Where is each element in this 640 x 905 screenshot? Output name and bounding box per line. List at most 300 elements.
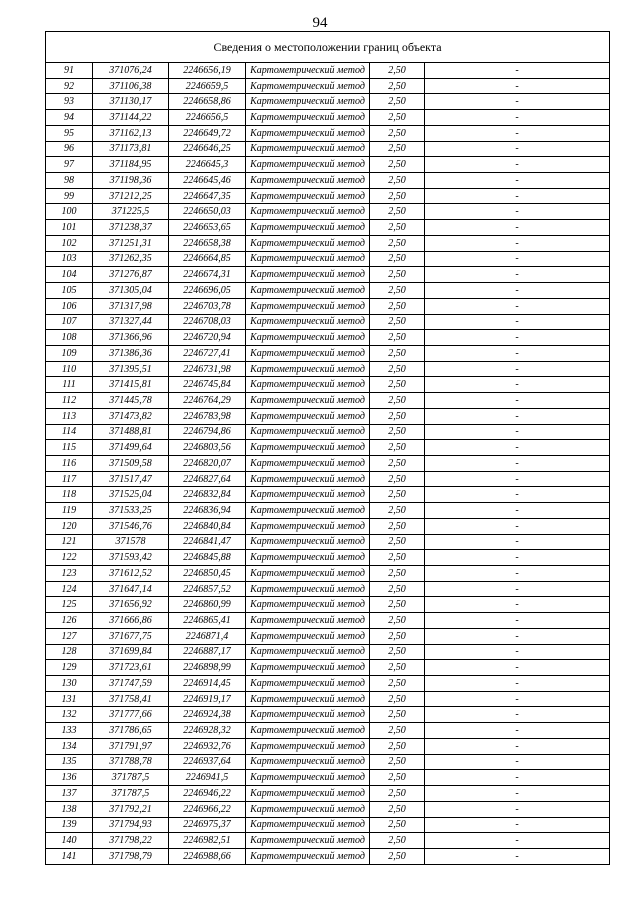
- determination-method-cell: Картометрический метод: [246, 707, 370, 723]
- table-row: [46, 440, 610, 456]
- determination-method-cell: Картометрический метод: [246, 440, 370, 456]
- coordinate-x-cell: 371212,25: [93, 188, 169, 204]
- description-cell: -: [425, 455, 610, 471]
- coordinate-y-cell: 2246696,05: [169, 283, 246, 299]
- description-cell: -: [425, 676, 610, 692]
- description-cell: -: [425, 330, 610, 346]
- table-row: [46, 204, 610, 220]
- point-number-cell: 126: [46, 613, 93, 629]
- coordinate-y-cell: 2246727,41: [169, 345, 246, 361]
- coordinate-x-cell: 371499,64: [93, 440, 169, 456]
- accuracy-cell: 2,50: [370, 393, 425, 409]
- point-number-cell: 130: [46, 676, 93, 692]
- coordinate-x-cell: 371251,31: [93, 235, 169, 251]
- table-row: [46, 157, 610, 173]
- coordinate-x-cell: 371525,04: [93, 487, 169, 503]
- coordinate-y-cell: 2246720,94: [169, 330, 246, 346]
- point-number-cell: 112: [46, 393, 93, 409]
- accuracy-cell: 2,50: [370, 518, 425, 534]
- accuracy-cell: 2,50: [370, 550, 425, 566]
- coordinate-y-cell: 2246659,5: [169, 78, 246, 94]
- table-row: [46, 94, 610, 110]
- point-number-cell: 141: [46, 848, 93, 864]
- determination-method-cell: Картометрический метод: [246, 738, 370, 754]
- determination-method-cell: Картометрический метод: [246, 754, 370, 770]
- table-row: [46, 817, 610, 833]
- determination-method-cell: Картометрический метод: [246, 141, 370, 157]
- point-number-cell: 124: [46, 581, 93, 597]
- point-number-cell: 95: [46, 125, 93, 141]
- accuracy-cell: 2,50: [370, 848, 425, 864]
- table-row: [46, 330, 610, 346]
- point-number-cell: 93: [46, 94, 93, 110]
- point-number-cell: 120: [46, 518, 93, 534]
- coordinate-y-cell: 2246836,94: [169, 503, 246, 519]
- description-cell: -: [425, 204, 610, 220]
- determination-method-cell: Картометрический метод: [246, 78, 370, 94]
- coordinate-x-cell: 371787,5: [93, 786, 169, 802]
- determination-method-cell: Картометрический метод: [246, 94, 370, 110]
- coordinate-x-cell: 371791,97: [93, 738, 169, 754]
- description-cell: -: [425, 125, 610, 141]
- description-cell: -: [425, 173, 610, 189]
- accuracy-cell: 2,50: [370, 314, 425, 330]
- coordinate-x-cell: 371798,22: [93, 833, 169, 849]
- determination-method-cell: Картометрический метод: [246, 691, 370, 707]
- determination-method-cell: Картометрический метод: [246, 581, 370, 597]
- coordinate-x-cell: 371144,22: [93, 110, 169, 126]
- coordinate-x-cell: 371488,81: [93, 424, 169, 440]
- table-row: [46, 188, 610, 204]
- page-number: 94: [312, 15, 328, 31]
- determination-method-cell: Картометрический метод: [246, 345, 370, 361]
- determination-method-cell: Картометрический метод: [246, 283, 370, 299]
- table-row: [46, 298, 610, 314]
- accuracy-cell: 2,50: [370, 597, 425, 613]
- description-cell: -: [425, 833, 610, 849]
- coordinate-y-cell: 2246803,56: [169, 440, 246, 456]
- table-row: [46, 251, 610, 267]
- point-number-cell: 109: [46, 345, 93, 361]
- point-number-cell: 111: [46, 377, 93, 393]
- description-cell: -: [425, 408, 610, 424]
- coordinate-x-cell: 371699,84: [93, 644, 169, 660]
- accuracy-cell: 2,50: [370, 251, 425, 267]
- description-cell: -: [425, 110, 610, 126]
- description-cell: -: [425, 534, 610, 550]
- determination-method-cell: Картометрический метод: [246, 786, 370, 802]
- description-cell: -: [425, 644, 610, 660]
- point-number-cell: 110: [46, 361, 93, 377]
- determination-method-cell: Картометрический метод: [246, 204, 370, 220]
- coordinate-x-cell: 371276,87: [93, 267, 169, 283]
- description-cell: -: [425, 487, 610, 503]
- determination-method-cell: Картометрический метод: [246, 125, 370, 141]
- point-number-cell: 107: [46, 314, 93, 330]
- description-cell: -: [425, 503, 610, 519]
- coordinate-x-cell: 371593,42: [93, 550, 169, 566]
- coordinate-x-cell: 371546,76: [93, 518, 169, 534]
- coordinate-x-cell: 371415,81: [93, 377, 169, 393]
- accuracy-cell: 2,50: [370, 125, 425, 141]
- table-row: [46, 393, 610, 409]
- accuracy-cell: 2,50: [370, 345, 425, 361]
- table-row: [46, 267, 610, 283]
- description-cell: -: [425, 754, 610, 770]
- coordinate-x-cell: 371677,75: [93, 628, 169, 644]
- determination-method-cell: Картометрический метод: [246, 188, 370, 204]
- table-row: [46, 110, 610, 126]
- table-row: [46, 770, 610, 786]
- table-row: [46, 345, 610, 361]
- determination-method-cell: Картометрический метод: [246, 534, 370, 550]
- description-cell: -: [425, 345, 610, 361]
- table-row: [46, 676, 610, 692]
- accuracy-cell: 2,50: [370, 471, 425, 487]
- accuracy-cell: 2,50: [370, 801, 425, 817]
- point-number-cell: 135: [46, 754, 93, 770]
- coordinate-y-cell: 2246656,5: [169, 110, 246, 126]
- coordinate-y-cell: 2246941,5: [169, 770, 246, 786]
- coordinate-y-cell: 2246845,88: [169, 550, 246, 566]
- coordinate-x-cell: 371366,96: [93, 330, 169, 346]
- coordinate-y-cell: 2246649,72: [169, 125, 246, 141]
- accuracy-cell: 2,50: [370, 330, 425, 346]
- point-number-cell: 105: [46, 283, 93, 299]
- determination-method-cell: Картометрический метод: [246, 220, 370, 236]
- description-cell: -: [425, 251, 610, 267]
- table-row: [46, 628, 610, 644]
- coordinate-x-cell: 371723,61: [93, 660, 169, 676]
- coordinate-y-cell: 2246708,03: [169, 314, 246, 330]
- accuracy-cell: 2,50: [370, 628, 425, 644]
- point-number-cell: 100: [46, 204, 93, 220]
- description-cell: -: [425, 471, 610, 487]
- table-row: [46, 63, 610, 79]
- coordinate-x-cell: 371656,92: [93, 597, 169, 613]
- description-cell: -: [425, 550, 610, 566]
- description-cell: -: [425, 660, 610, 676]
- determination-method-cell: Картометрический метод: [246, 157, 370, 173]
- coordinate-y-cell: 2246924,38: [169, 707, 246, 723]
- determination-method-cell: Картометрический метод: [246, 487, 370, 503]
- coordinate-x-cell: 371395,51: [93, 361, 169, 377]
- description-cell: -: [425, 283, 610, 299]
- coordinate-y-cell: 2246646,25: [169, 141, 246, 157]
- accuracy-cell: 2,50: [370, 141, 425, 157]
- description-cell: -: [425, 707, 610, 723]
- description-cell: -: [425, 440, 610, 456]
- point-number-cell: 91: [46, 63, 93, 79]
- accuracy-cell: 2,50: [370, 298, 425, 314]
- determination-method-cell: Картометрический метод: [246, 597, 370, 613]
- coordinate-y-cell: 2246919,17: [169, 691, 246, 707]
- coordinate-y-cell: 2246832,84: [169, 487, 246, 503]
- table-row: [46, 833, 610, 849]
- coordinate-x-cell: 371758,41: [93, 691, 169, 707]
- coordinate-x-cell: 371578: [93, 534, 169, 550]
- coordinate-x-cell: 371786,65: [93, 723, 169, 739]
- accuracy-cell: 2,50: [370, 94, 425, 110]
- table-row: [46, 235, 610, 251]
- description-cell: -: [425, 613, 610, 629]
- description-cell: -: [425, 220, 610, 236]
- description-cell: -: [425, 597, 610, 613]
- point-number-cell: 134: [46, 738, 93, 754]
- description-cell: -: [425, 518, 610, 534]
- coordinate-x-cell: 371305,04: [93, 283, 169, 299]
- coordinate-y-cell: 2246966,22: [169, 801, 246, 817]
- description-cell: -: [425, 298, 610, 314]
- table-row: [46, 550, 610, 566]
- table-title-row: [46, 32, 610, 63]
- point-number-cell: 114: [46, 424, 93, 440]
- determination-method-cell: Картометрический метод: [246, 455, 370, 471]
- coordinate-y-cell: 2246650,03: [169, 204, 246, 220]
- point-number-cell: 129: [46, 660, 93, 676]
- table-row: [46, 220, 610, 236]
- description-cell: -: [425, 566, 610, 582]
- table-row: [46, 424, 610, 440]
- accuracy-cell: 2,50: [370, 283, 425, 299]
- point-number-cell: 113: [46, 408, 93, 424]
- coordinate-x-cell: 371666,86: [93, 613, 169, 629]
- coordinate-x-cell: 371473,82: [93, 408, 169, 424]
- coordinate-x-cell: 371173,81: [93, 141, 169, 157]
- point-number-cell: 115: [46, 440, 93, 456]
- description-cell: -: [425, 78, 610, 94]
- table-row: [46, 786, 610, 802]
- point-number-cell: 140: [46, 833, 93, 849]
- accuracy-cell: 2,50: [370, 63, 425, 79]
- accuracy-cell: 2,50: [370, 173, 425, 189]
- determination-method-cell: Картометрический метод: [246, 377, 370, 393]
- coordinate-y-cell: 2246982,51: [169, 833, 246, 849]
- determination-method-cell: Картометрический метод: [246, 518, 370, 534]
- coordinate-x-cell: 371238,37: [93, 220, 169, 236]
- table-row: [46, 723, 610, 739]
- accuracy-cell: 2,50: [370, 786, 425, 802]
- description-cell: -: [425, 738, 610, 754]
- determination-method-cell: Картометрический метод: [246, 801, 370, 817]
- table-row: [46, 173, 610, 189]
- determination-method-cell: Картометрический метод: [246, 550, 370, 566]
- accuracy-cell: 2,50: [370, 424, 425, 440]
- determination-method-cell: Картометрический метод: [246, 330, 370, 346]
- coordinate-x-cell: 371386,36: [93, 345, 169, 361]
- point-number-cell: 117: [46, 471, 93, 487]
- coordinate-x-cell: 371747,59: [93, 676, 169, 692]
- determination-method-cell: Картометрический метод: [246, 267, 370, 283]
- description-cell: -: [425, 817, 610, 833]
- point-number-cell: 102: [46, 235, 93, 251]
- description-cell: -: [425, 361, 610, 377]
- coordinate-y-cell: 2246887,17: [169, 644, 246, 660]
- accuracy-cell: 2,50: [370, 833, 425, 849]
- point-number-cell: 103: [46, 251, 93, 267]
- coordinate-x-cell: 371509,58: [93, 455, 169, 471]
- point-number-cell: 136: [46, 770, 93, 786]
- coordinate-y-cell: 2246783,98: [169, 408, 246, 424]
- determination-method-cell: Картометрический метод: [246, 424, 370, 440]
- accuracy-cell: 2,50: [370, 377, 425, 393]
- accuracy-cell: 2,50: [370, 408, 425, 424]
- description-cell: -: [425, 141, 610, 157]
- point-number-cell: 139: [46, 817, 93, 833]
- table-row: [46, 613, 610, 629]
- description-cell: -: [425, 157, 610, 173]
- point-number-cell: 131: [46, 691, 93, 707]
- coordinate-x-cell: 371225,5: [93, 204, 169, 220]
- coordinate-y-cell: 2246658,38: [169, 235, 246, 251]
- description-cell: -: [425, 628, 610, 644]
- point-number-cell: 104: [46, 267, 93, 283]
- point-number-cell: 128: [46, 644, 93, 660]
- coordinate-y-cell: 2246988,66: [169, 848, 246, 864]
- coordinate-y-cell: 2246898,99: [169, 660, 246, 676]
- point-number-cell: 99: [46, 188, 93, 204]
- coordinate-y-cell: 2246857,52: [169, 581, 246, 597]
- determination-method-cell: Картометрический метод: [246, 723, 370, 739]
- determination-method-cell: Картометрический метод: [246, 361, 370, 377]
- coordinate-x-cell: 371327,44: [93, 314, 169, 330]
- point-number-cell: 137: [46, 786, 93, 802]
- table-row: [46, 125, 610, 141]
- coordinate-x-cell: 371198,36: [93, 173, 169, 189]
- coordinate-y-cell: 2246932,76: [169, 738, 246, 754]
- table-row: [46, 707, 610, 723]
- coordinate-y-cell: 2246653,65: [169, 220, 246, 236]
- coordinate-y-cell: 2246645,3: [169, 157, 246, 173]
- coordinate-x-cell: 371184,95: [93, 157, 169, 173]
- table-row: [46, 801, 610, 817]
- coordinate-x-cell: 371162,13: [93, 125, 169, 141]
- determination-method-cell: Картометрический метод: [246, 613, 370, 629]
- accuracy-cell: 2,50: [370, 534, 425, 550]
- coordinate-x-cell: 371262,35: [93, 251, 169, 267]
- coordinate-y-cell: 2246703,78: [169, 298, 246, 314]
- point-number-cell: 98: [46, 173, 93, 189]
- table-row: [46, 78, 610, 94]
- coordinate-y-cell: 2246928,32: [169, 723, 246, 739]
- determination-method-cell: Картометрический метод: [246, 63, 370, 79]
- coordinate-y-cell: 2246865,41: [169, 613, 246, 629]
- coordinate-x-cell: 371788,78: [93, 754, 169, 770]
- coordinate-y-cell: 2246860,99: [169, 597, 246, 613]
- accuracy-cell: 2,50: [370, 676, 425, 692]
- point-number-cell: 125: [46, 597, 93, 613]
- description-cell: -: [425, 188, 610, 204]
- coordinate-y-cell: 2246745,84: [169, 377, 246, 393]
- accuracy-cell: 2,50: [370, 770, 425, 786]
- coordinate-y-cell: 2246647,35: [169, 188, 246, 204]
- determination-method-cell: Картометрический метод: [246, 235, 370, 251]
- point-number-cell: 101: [46, 220, 93, 236]
- coordinate-x-cell: 371445,78: [93, 393, 169, 409]
- description-cell: -: [425, 314, 610, 330]
- boundary-coordinates-table: [45, 31, 610, 865]
- determination-method-cell: Картометрический метод: [246, 628, 370, 644]
- point-number-cell: 127: [46, 628, 93, 644]
- accuracy-cell: 2,50: [370, 581, 425, 597]
- determination-method-cell: Картометрический метод: [246, 833, 370, 849]
- table-row: [46, 597, 610, 613]
- coordinate-x-cell: 371317,98: [93, 298, 169, 314]
- accuracy-cell: 2,50: [370, 723, 425, 739]
- determination-method-cell: Картометрический метод: [246, 503, 370, 519]
- determination-method-cell: Картометрический метод: [246, 817, 370, 833]
- point-number-cell: 133: [46, 723, 93, 739]
- description-cell: -: [425, 377, 610, 393]
- coordinate-y-cell: 2246841,47: [169, 534, 246, 550]
- determination-method-cell: Картометрический метод: [246, 408, 370, 424]
- determination-method-cell: Картометрический метод: [246, 298, 370, 314]
- description-cell: -: [425, 786, 610, 802]
- determination-method-cell: Картометрический метод: [246, 314, 370, 330]
- accuracy-cell: 2,50: [370, 267, 425, 283]
- description-cell: -: [425, 424, 610, 440]
- point-number-cell: 123: [46, 566, 93, 582]
- accuracy-cell: 2,50: [370, 660, 425, 676]
- accuracy-cell: 2,50: [370, 188, 425, 204]
- description-cell: -: [425, 235, 610, 251]
- coordinate-y-cell: 2246658,86: [169, 94, 246, 110]
- coordinate-x-cell: 371130,17: [93, 94, 169, 110]
- determination-method-cell: Картометрический метод: [246, 566, 370, 582]
- coordinate-y-cell: 2246914,45: [169, 676, 246, 692]
- point-number-cell: 132: [46, 707, 93, 723]
- coordinate-y-cell: 2246850,45: [169, 566, 246, 582]
- determination-method-cell: Картометрический метод: [246, 251, 370, 267]
- accuracy-cell: 2,50: [370, 691, 425, 707]
- point-number-cell: 138: [46, 801, 93, 817]
- coordinate-x-cell: 371798,79: [93, 848, 169, 864]
- accuracy-cell: 2,50: [370, 613, 425, 629]
- coordinate-x-cell: 371076,24: [93, 63, 169, 79]
- table-row: [46, 141, 610, 157]
- accuracy-cell: 2,50: [370, 817, 425, 833]
- accuracy-cell: 2,50: [370, 738, 425, 754]
- coordinate-y-cell: 2246871,4: [169, 628, 246, 644]
- accuracy-cell: 2,50: [370, 707, 425, 723]
- point-number-cell: 97: [46, 157, 93, 173]
- determination-method-cell: Картометрический метод: [246, 644, 370, 660]
- coordinate-y-cell: 2246645,46: [169, 173, 246, 189]
- determination-method-cell: Картометрический метод: [246, 770, 370, 786]
- accuracy-cell: 2,50: [370, 157, 425, 173]
- coordinate-x-cell: 371533,25: [93, 503, 169, 519]
- determination-method-cell: Картометрический метод: [246, 173, 370, 189]
- description-cell: -: [425, 94, 610, 110]
- point-number-cell: 106: [46, 298, 93, 314]
- table-row: [46, 644, 610, 660]
- coordinate-y-cell: 2246794,86: [169, 424, 246, 440]
- description-cell: -: [425, 267, 610, 283]
- accuracy-cell: 2,50: [370, 487, 425, 503]
- accuracy-cell: 2,50: [370, 235, 425, 251]
- table-row: [46, 377, 610, 393]
- table-row: [46, 503, 610, 519]
- table-row: [46, 848, 610, 864]
- coordinate-x-cell: 371792,21: [93, 801, 169, 817]
- accuracy-cell: 2,50: [370, 361, 425, 377]
- coordinate-x-cell: 371647,14: [93, 581, 169, 597]
- accuracy-cell: 2,50: [370, 440, 425, 456]
- point-number-cell: 122: [46, 550, 93, 566]
- accuracy-cell: 2,50: [370, 455, 425, 471]
- description-cell: -: [425, 691, 610, 707]
- table-row: [46, 534, 610, 550]
